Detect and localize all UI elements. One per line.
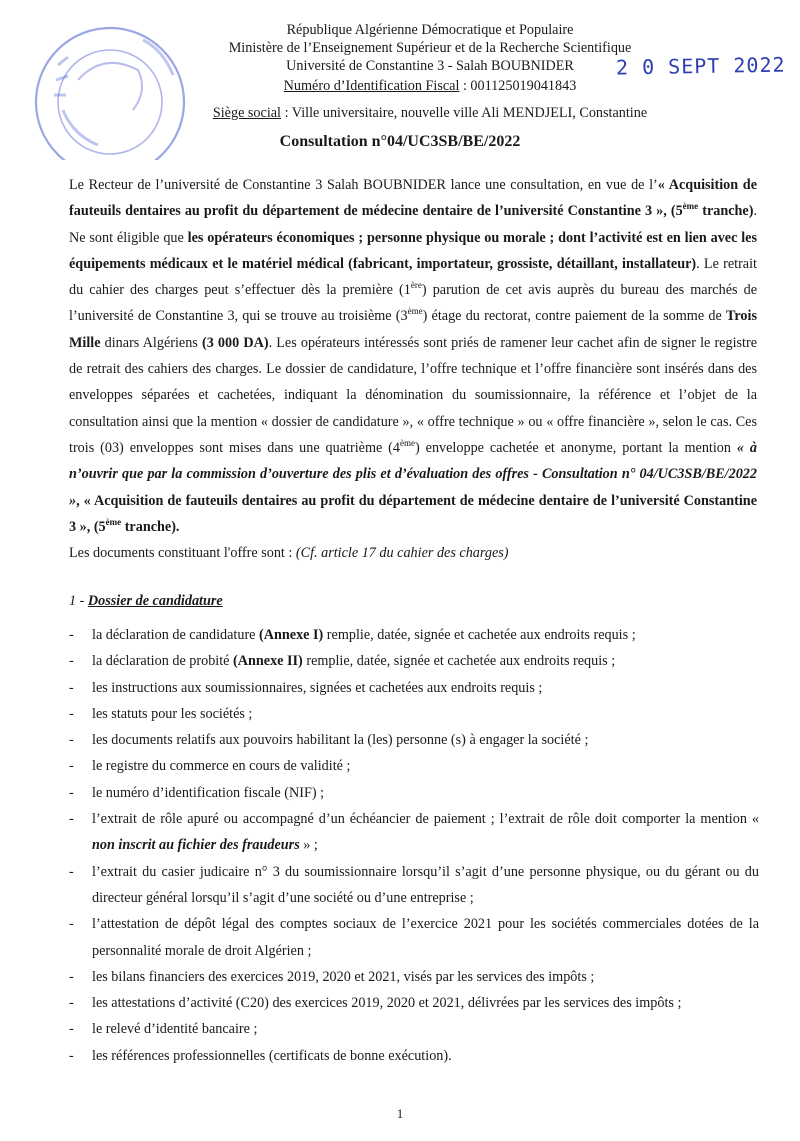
- intro-text-g: ) étage du rectorat, contre paiement de la somme de: [422, 308, 726, 325]
- documents-intro-text: Les documents constituant l'offre sont :: [69, 545, 296, 562]
- document-item: - les documents relatifs aux pouvoirs habilitant la (les) personne (s) à engager la société ;: [69, 727, 759, 753]
- sup-fourth: ème: [400, 437, 416, 448]
- intro-paragraph: [69, 172, 757, 540]
- document-item: - les attestations d’activité (C20) des exercices 2019, 2020 et 2021, délivrées par les services des impôts ;: [69, 990, 759, 1016]
- intro-text-k: . Les opérateurs intéressés sont priés de ramener leur cachet afin de signer le registre de retrait des cahiers des charges. Le dossier de candidature, l’offre technique et l’offre financière sont insérés dans des enveloppes séparées et cachetées, indiquant la dénomination du soumissionnaire, la référence et l’objet de la consultation ainsi que la mention « dossier de candidature », « offre technique » ou « offre financière », selon le cas. Ces trois (03) enveloppes sont mises dans une quatrième (4: [69, 334, 757, 456]
- document-item: - l’attestation de dépôt légal des comptes sociaux de l’exercice 2021 pour les sociétés commerciales dotées de la personnalité morale de droit Algérien ;: [69, 911, 759, 964]
- country-name: République Algérienne Démocratique et Populaire: [286, 22, 574, 38]
- intro-text-a: Le Recteur de l’université de Constantine 3 Salah BOUBNIDER lance une consultation, en vue de l’: [69, 177, 658, 193]
- documents-reference: (Cf. article 17 du cahier des charges): [295, 545, 509, 562]
- section-number: 1 -: [69, 593, 88, 609]
- document-item: - la déclaration de candidature (Annexe I) remplie, datée, signée et cachetée aux endroits requis ;: [69, 622, 759, 648]
- fiscal-id: [150, 77, 710, 96]
- document-item: - les références professionnelles (certificats de bonne exécution).: [69, 1043, 759, 1069]
- document-item: - les instructions aux soumissionnaires, signées et cachetées aux endroits requis ;: [69, 675, 759, 701]
- list-dash: -: [69, 705, 74, 722]
- intro-text-f: ) parution de cet avis auprès du bureau des marchés de l’université de Constantine 3, qui se trouve au troisième (3: [69, 282, 757, 325]
- list-dash: -: [69, 811, 74, 828]
- list-dash: -: [69, 1021, 74, 1038]
- intro-paragraphs: [69, 172, 757, 566]
- list-dash: -: [69, 627, 74, 643]
- section-label: Dossier de candidature: [87, 593, 223, 609]
- document-item: - les statuts pour les sociétés ;: [69, 701, 759, 727]
- list-dash: -: [69, 1047, 74, 1064]
- candidature-documents-list: [69, 622, 759, 1069]
- fiscal-id-label: Numéro d’Identification Fiscal: [283, 78, 460, 94]
- document-item: - le relevé d’identité bancaire ;: [69, 1016, 759, 1042]
- list-dash: -: [69, 653, 74, 670]
- section-candidature-title: [69, 593, 223, 610]
- list-dash: -: [69, 732, 74, 749]
- document-item: - le registre du commerce en cours de validité ;: [69, 753, 759, 779]
- intro-subject-repeat: , « Acquisition de fauteuils dentaires au profit du département de médecine dentaire de l’université Constantine 3 », (5ème tranche).: [69, 492, 757, 535]
- head-office-label: Siège social: [212, 105, 282, 121]
- consultation-title: Consultation n°04/UC3SB/BE/2022: [279, 133, 521, 150]
- head-office: [150, 104, 710, 123]
- sup-third: ème: [407, 306, 423, 317]
- list-dash: -: [69, 863, 74, 880]
- intro-text-e: . Le retrait du cahier des charges peut s’effectuer dès la première (1: [69, 255, 757, 299]
- page-number: 1: [396, 1106, 404, 1121]
- intro-amount: (3 000 DA): [201, 334, 269, 351]
- intro-text-c: . Ne sont éligible que: [69, 203, 757, 246]
- intro-subject: « Acquisition de fauteuils dentaires au profit du département de médecine dentaire de l’université Constantine 3 », (5ème tranche): [69, 177, 757, 220]
- document-item: - l’extrait du casier judicaire n° 3 du soumissionnaire lorsqu’il s’agit d’une personne physique, ou du gérant ou du directeur général lorsqu’il s’agit d’une société ou d’une entreprise ;: [69, 859, 759, 912]
- document-item: - les bilans financiers des exercices 2019, 2020 et 2021, visés par les services des impôts ;: [69, 964, 759, 990]
- document-item: - le numéro d’identification fiscale (NIF) ;: [69, 780, 759, 806]
- ministry-name: Ministère de l’Enseignement Supérieur et de la Recherche Scientifique: [228, 40, 632, 56]
- document-item: - l’extrait de rôle apuré ou accompagné d’un échéancier de paiement ; l’extrait de rôle doit comporter la mention « non inscrit au fichier des fraudeurs » ;: [69, 806, 759, 859]
- list-dash: -: [69, 758, 74, 775]
- intro-text-i: dinars Algériens: [100, 334, 202, 351]
- date-stamp: 2 0 SEPT 2022: [615, 52, 786, 80]
- head-office-value: : Ville universitaire, nouvelle ville Ali MENDJELI, Constantine: [281, 105, 648, 121]
- list-dash: -: [69, 916, 74, 933]
- intro-text-l: ) enveloppe cachetée et anonyme, portant la mention: [415, 439, 737, 456]
- university-name: Université de Constantine 3 - Salah BOUBNIDER: [286, 58, 574, 74]
- sup-first: ère: [410, 280, 422, 291]
- intro-amount-words: Trois Mille: [69, 308, 757, 351]
- fiscal-id-value: : 001125019041843: [459, 78, 577, 94]
- intro-mention: « à n’ouvrir que par la commission d’ouverture des plis et d’évaluation des offres - Consultation n° 04/UC3SB/BE/2022 »: [69, 439, 758, 509]
- list-dash: -: [69, 995, 74, 1012]
- documents-intro: [69, 540, 757, 566]
- list-dash: -: [69, 784, 74, 801]
- list-dash: -: [69, 968, 74, 985]
- intro-eligibility: les opérateurs économiques ; personne physique ou morale ; dont l’activité est en lien avec les équipements médicaux et le matériel médical (fabricant, importateur, grossiste, détaillant, installateur): [69, 229, 757, 272]
- document-item: - la déclaration de probité (Annexe II) remplie, datée, signée et cachetée aux endroits requis ;: [69, 648, 759, 674]
- list-dash: -: [69, 679, 74, 696]
